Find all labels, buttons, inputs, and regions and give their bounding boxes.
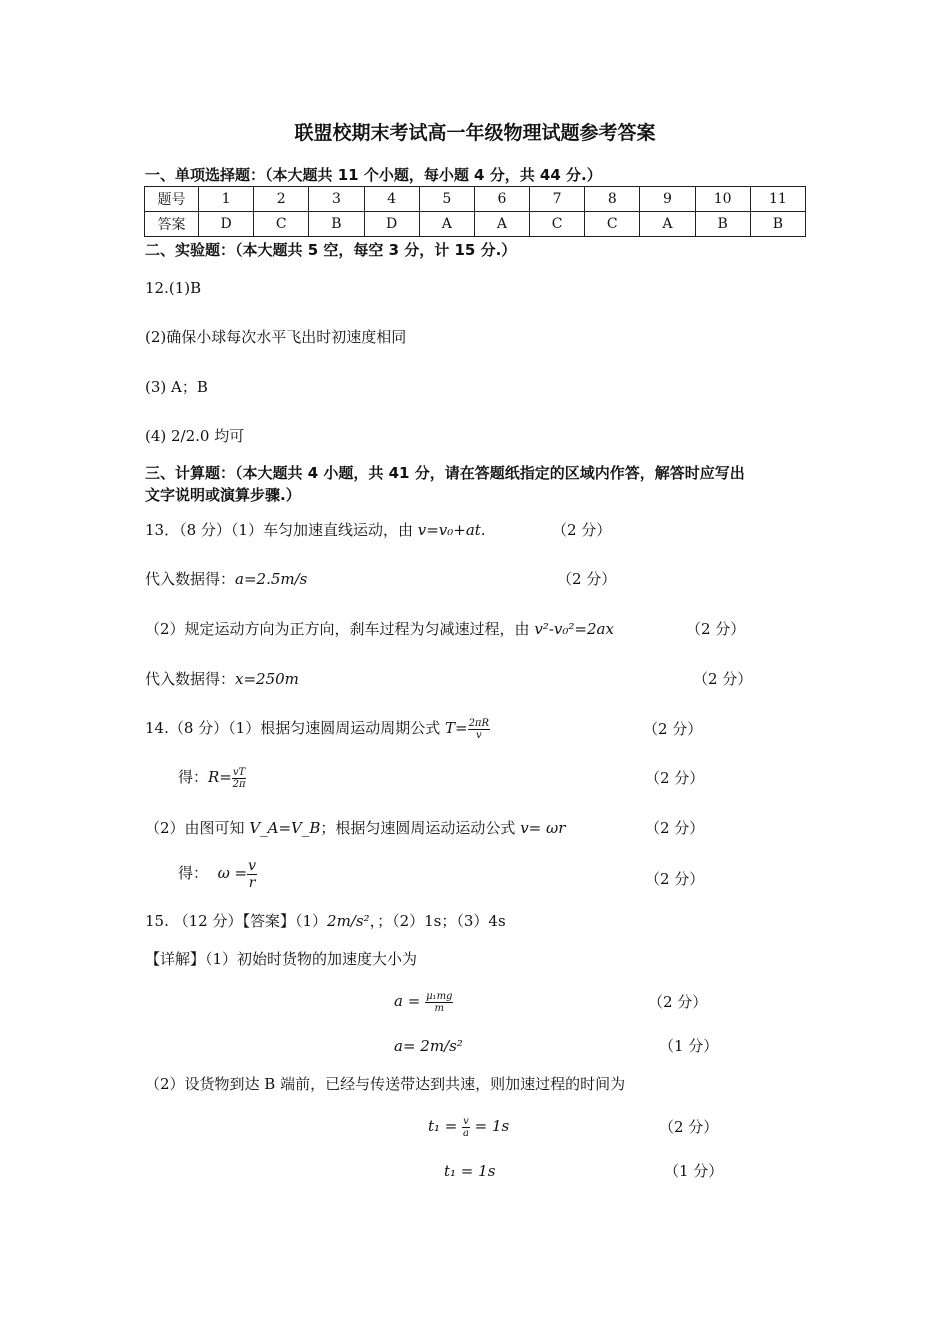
section3-heading-line2: 文字说明或演算步骤.） (145, 486, 301, 504)
q13-l1-score: （2 分） (552, 521, 612, 539)
question-cell: 2 (254, 187, 309, 212)
answer-cell: B (695, 212, 750, 237)
q15-l1-text: 15. （12 分）【答案】（1） (145, 912, 328, 930)
q15-line2: 【详解】（1）初始时货物的加速度大小为 (145, 950, 418, 968)
q14-l4-num: v (248, 857, 257, 874)
q15-eq3 (428, 1112, 509, 1140)
answer-cell: C (530, 212, 585, 237)
answer-cell: A (474, 212, 529, 237)
q15-eq3-num: v (463, 1115, 469, 1127)
q13-line2 (145, 569, 307, 589)
q15-l1-formula: 2m/s² (327, 912, 370, 930)
question-cell: 6 (474, 187, 529, 212)
q14-line4 (178, 856, 257, 891)
q13-l4-text: 代入数据得： (145, 670, 236, 688)
answer-cell: C (585, 212, 640, 237)
q15-eq1-lhs: a = (394, 992, 421, 1010)
q14-line2 (178, 764, 246, 790)
q15-eq1-num: μ₁mg (426, 990, 453, 1002)
q15-eq3-lhs: t₁ = (428, 1117, 458, 1135)
q15-eq4-score: （1 分） (664, 1162, 724, 1180)
q15-eq3-rhs: = 1s (474, 1117, 510, 1135)
q12-part4: (4) 2/2.0 均可 (145, 427, 245, 445)
q13-l1-text: 13．（8 分）（1）车匀加速直线运动，由 (145, 521, 418, 539)
q13-l2-text: 代入数据得： (145, 570, 236, 588)
q14-l1-num: 2πR (468, 717, 490, 729)
question-cell: 8 (585, 187, 640, 212)
q15-eq1-den: m (434, 1002, 444, 1014)
q14-line1 (145, 715, 490, 741)
q15-eq1-fraction (425, 991, 453, 1014)
q14-l4-fraction (247, 858, 257, 891)
document-title: 联盟校期末考试高一年级物理试题参考答案 (294, 122, 656, 144)
q13-l1-formula: v=v₀+at. (417, 521, 486, 539)
q15-eq1 (394, 987, 453, 1015)
q13-line1 (145, 520, 486, 540)
q14-l3-formula1: V_A=V_B (249, 819, 321, 837)
q12-part2: (2)确保小球每次水平飞出时初速度相同 (145, 328, 407, 346)
q14-l4-den: r (248, 874, 256, 891)
question-cell: 10 (695, 187, 750, 212)
q14-l3-text2: ；根据匀速圆周运动运动公式 (320, 819, 521, 837)
q13-l3-score: （2 分） (686, 620, 746, 638)
section1-heading: 一、单项选择题：（本大题共 11 个小题，每小题 4 分，共 44 分.） (145, 166, 602, 184)
q14-l1-fraction (468, 718, 490, 741)
q13-line4 (145, 669, 299, 689)
row-label-question: 题号 (145, 187, 199, 212)
answer-cell: C (254, 212, 309, 237)
answer-cell: D (199, 212, 254, 237)
q13-line3 (145, 619, 614, 639)
q12-part3: (3) A；B (145, 378, 208, 396)
question-cell: 5 (419, 187, 474, 212)
q15-eq2-formula: a= 2m/s² (394, 1037, 463, 1055)
q15-eq2-score: （1 分） (659, 1037, 719, 1055)
q14-l2-score: （2 分） (645, 769, 705, 787)
q13-l3-text: （2）规定运动方向为正方向，刹车过程为匀减速过程，由 (145, 620, 535, 638)
question-cell: 11 (750, 187, 805, 212)
q14-l4-score: （2 分） (645, 870, 705, 888)
question-cell: 9 (640, 187, 695, 212)
q12-part1: 12.(1)B (145, 279, 202, 297)
q13-l4-formula: x=250m (235, 670, 299, 688)
answer-row (145, 212, 806, 237)
q14-l4-text: 得： (178, 864, 209, 882)
q14-l2-den: 2π (232, 778, 246, 790)
q15-line1 (145, 911, 506, 931)
q14-l4-lhs: ω = (217, 864, 248, 882)
q15-eq4-formula: t₁ = 1s (444, 1162, 496, 1180)
q14-line3 (145, 818, 565, 838)
answer-cell: B (750, 212, 805, 237)
q14-l1-score: （2 分） (643, 720, 703, 738)
answer-cell: A (640, 212, 695, 237)
section2-heading: 二、实验题：（本大题共 5 空，每空 3 分，计 15 分.） (145, 241, 517, 259)
q15-eq2 (394, 1036, 463, 1056)
q14-l3-formula2: v= ωr (520, 819, 566, 837)
question-cell: 4 (364, 187, 419, 212)
q15-eq4 (444, 1161, 495, 1181)
q15-eq3-fraction (462, 1116, 470, 1139)
question-cell: 3 (309, 187, 364, 212)
q13-l4-score: （2 分） (693, 670, 753, 688)
q14-l2-fraction (232, 767, 246, 790)
q15-eq1-score: （2 分） (648, 993, 708, 1011)
q14-l2-num: vT (232, 766, 246, 778)
question-cell: 1 (199, 187, 254, 212)
q15-eq3-den: a (463, 1127, 469, 1139)
q14-l3-text: （2）由图可知 (145, 819, 250, 837)
section3-heading-line1: 三、计算题：（本大题共 4 小题，共 41 分，请在答题纸指定的区域内作答，解答时应写出 (145, 464, 745, 482)
answer-table (144, 186, 806, 237)
q15-l1-rest: ，；（2）1s；（3）4s (369, 912, 506, 930)
q14-l2-text: 得： (178, 768, 209, 786)
q13-l2-score: （2 分） (557, 570, 617, 588)
answer-cell: D (364, 212, 419, 237)
q15-line3: （2）设货物到达 B 端前，已经与传送带达到共速，则加速过程的时间为 (145, 1075, 626, 1093)
answer-cell: B (309, 212, 364, 237)
q14-l1-den: v (475, 729, 482, 741)
q13-l2-formula: a=2.5m/s (235, 570, 308, 588)
question-cell: 7 (530, 187, 585, 212)
q14-l2-lhs: R= (208, 768, 232, 786)
question-number-row (145, 187, 806, 212)
answer-cell: A (419, 212, 474, 237)
q15-eq3-score: （2 分） (659, 1118, 719, 1136)
q14-l1-text: 14.（8 分）（1）根据匀速圆周运动周期公式 (145, 719, 445, 737)
q14-l3-score: （2 分） (645, 819, 705, 837)
q13-l3-formula: v²-v₀²=2ax (534, 620, 614, 638)
q14-l1-lhs: T= (444, 719, 468, 737)
row-label-answer: 答案 (145, 212, 199, 237)
